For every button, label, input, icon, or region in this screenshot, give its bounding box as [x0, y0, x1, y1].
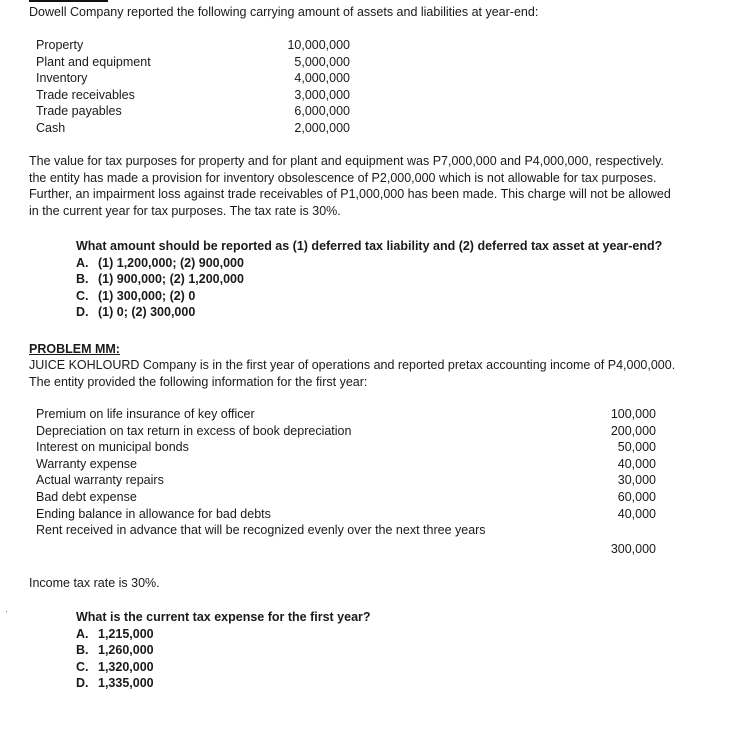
account-amount: 6,000,000	[294, 104, 350, 119]
accounts-table	[36, 37, 350, 137]
item-amount: 50,000	[617, 440, 656, 455]
item-label: Bad debt expense	[36, 490, 137, 505]
option-letter: B.	[76, 272, 89, 286]
stray-mark	[6, 611, 7, 612]
answer-option[interactable]	[76, 304, 662, 321]
item-row	[36, 456, 656, 473]
option-letter: A.	[76, 255, 89, 270]
item-row	[36, 439, 656, 456]
description-line: The value for tax purposes for property and for plant and equipment was P7,000,000 and P4,000,000, respectively.	[29, 154, 664, 168]
description-line: Further, an impairment loss against trade receivables of P1,000,000 has been made. This charge will not be allowed	[29, 187, 671, 201]
option-text: 1,335,000	[98, 676, 154, 690]
option-text: 1,215,000	[98, 626, 154, 641]
option-text: (1) 0; (2) 300,000	[98, 305, 196, 319]
problem1-description	[29, 153, 669, 219]
item-row	[36, 472, 656, 489]
answer-option[interactable]	[76, 642, 371, 659]
item-label: Interest on municipal bonds	[36, 440, 189, 455]
option-letter: C.	[76, 659, 89, 674]
answer-option[interactable]	[76, 659, 371, 676]
option-letter: D.	[76, 305, 89, 319]
account-label: Inventory	[36, 71, 88, 86]
answer-option[interactable]	[76, 271, 662, 288]
item-row	[36, 423, 656, 440]
account-row	[36, 87, 350, 104]
item-row	[36, 506, 656, 523]
problem2-question-block	[76, 609, 371, 692]
item-row	[36, 406, 656, 423]
description-line: in the current year for tax purposes. The tax rate is 30%.	[29, 203, 341, 218]
answer-option[interactable]	[76, 626, 371, 643]
problem2-intro	[29, 357, 676, 390]
item-amount: 100,000	[610, 407, 656, 422]
option-letter: D.	[76, 676, 89, 690]
item-label: Warranty expense	[36, 456, 137, 471]
tax-rate-note: Income tax rate is 30%.	[29, 576, 160, 590]
answer-option[interactable]	[76, 288, 662, 305]
account-label: Plant and equipment	[36, 54, 151, 69]
account-row	[36, 37, 350, 54]
item-amount: 30,000	[617, 473, 656, 488]
item-label: Rent received in advance that will be recognized evenly over the next three years	[36, 523, 486, 538]
description-line: the entity has made a provision for inventory obsolescence of P2,000,000 which is not allowable for tax purposes.	[29, 170, 657, 185]
question-text: What amount should be reported as (1) deferred tax liability and (2) deferred tax asset at year-end?	[76, 239, 663, 253]
option-text: 1,320,000	[98, 659, 154, 674]
account-row	[36, 120, 350, 137]
intro-line: The entity provided the following information for the first year:	[29, 374, 368, 389]
option-text: 1,260,000	[98, 643, 154, 657]
item-amount: 40,000	[617, 456, 656, 471]
item-amount: 60,000	[617, 490, 656, 505]
problem1-question-block	[76, 238, 662, 321]
item-row	[36, 489, 656, 506]
account-amount: 2,000,000	[294, 121, 350, 136]
option-text: (1) 1,200,000; (2) 900,000	[98, 255, 244, 270]
account-row	[36, 70, 350, 87]
item-label: Actual warranty repairs	[36, 473, 164, 488]
account-row	[36, 54, 350, 71]
option-letter: A.	[76, 626, 89, 641]
problem2-heading: PROBLEM MM:	[29, 342, 120, 356]
item-label: Ending balance in allowance for bad debts	[36, 506, 271, 521]
item-amount: 40,000	[617, 506, 656, 521]
top-rule	[29, 0, 108, 2]
option-text: (1) 300,000; (2) 0	[98, 288, 196, 303]
account-label: Property	[36, 38, 84, 53]
account-amount: 5,000,000	[294, 54, 350, 69]
answer-option[interactable]	[76, 675, 371, 692]
item-amount: 200,000	[610, 423, 656, 438]
option-letter: C.	[76, 288, 89, 303]
item-label: Depreciation on tax return in excess of book depreciation	[36, 423, 352, 438]
account-amount: 4,000,000	[294, 71, 350, 86]
item-label: Premium on life insurance of key officer	[36, 407, 255, 422]
account-label: Cash	[36, 121, 66, 136]
account-amount: 10,000,000	[287, 38, 350, 53]
account-row	[36, 103, 350, 120]
intro-line: JUICE KOHLOURD Company is in the first year of operations and reported pretax accounting income of P4,000,000.	[29, 358, 676, 372]
question-text: What is the current tax expense for the first year?	[76, 610, 371, 624]
option-letter: B.	[76, 643, 89, 657]
account-label: Trade payables	[36, 104, 122, 119]
option-text: (1) 900,000; (2) 1,200,000	[98, 272, 244, 286]
problem2-items-table	[36, 406, 656, 539]
problem1-intro: Dowell Company reported the following carrying amount of assets and liabilities at year-end:	[29, 5, 539, 19]
answer-option[interactable]	[76, 255, 662, 272]
item-row	[36, 522, 656, 539]
account-amount: 3,000,000	[294, 87, 350, 102]
account-label: Trade receivables	[36, 87, 135, 102]
rent-amount: 300,000	[610, 542, 656, 556]
